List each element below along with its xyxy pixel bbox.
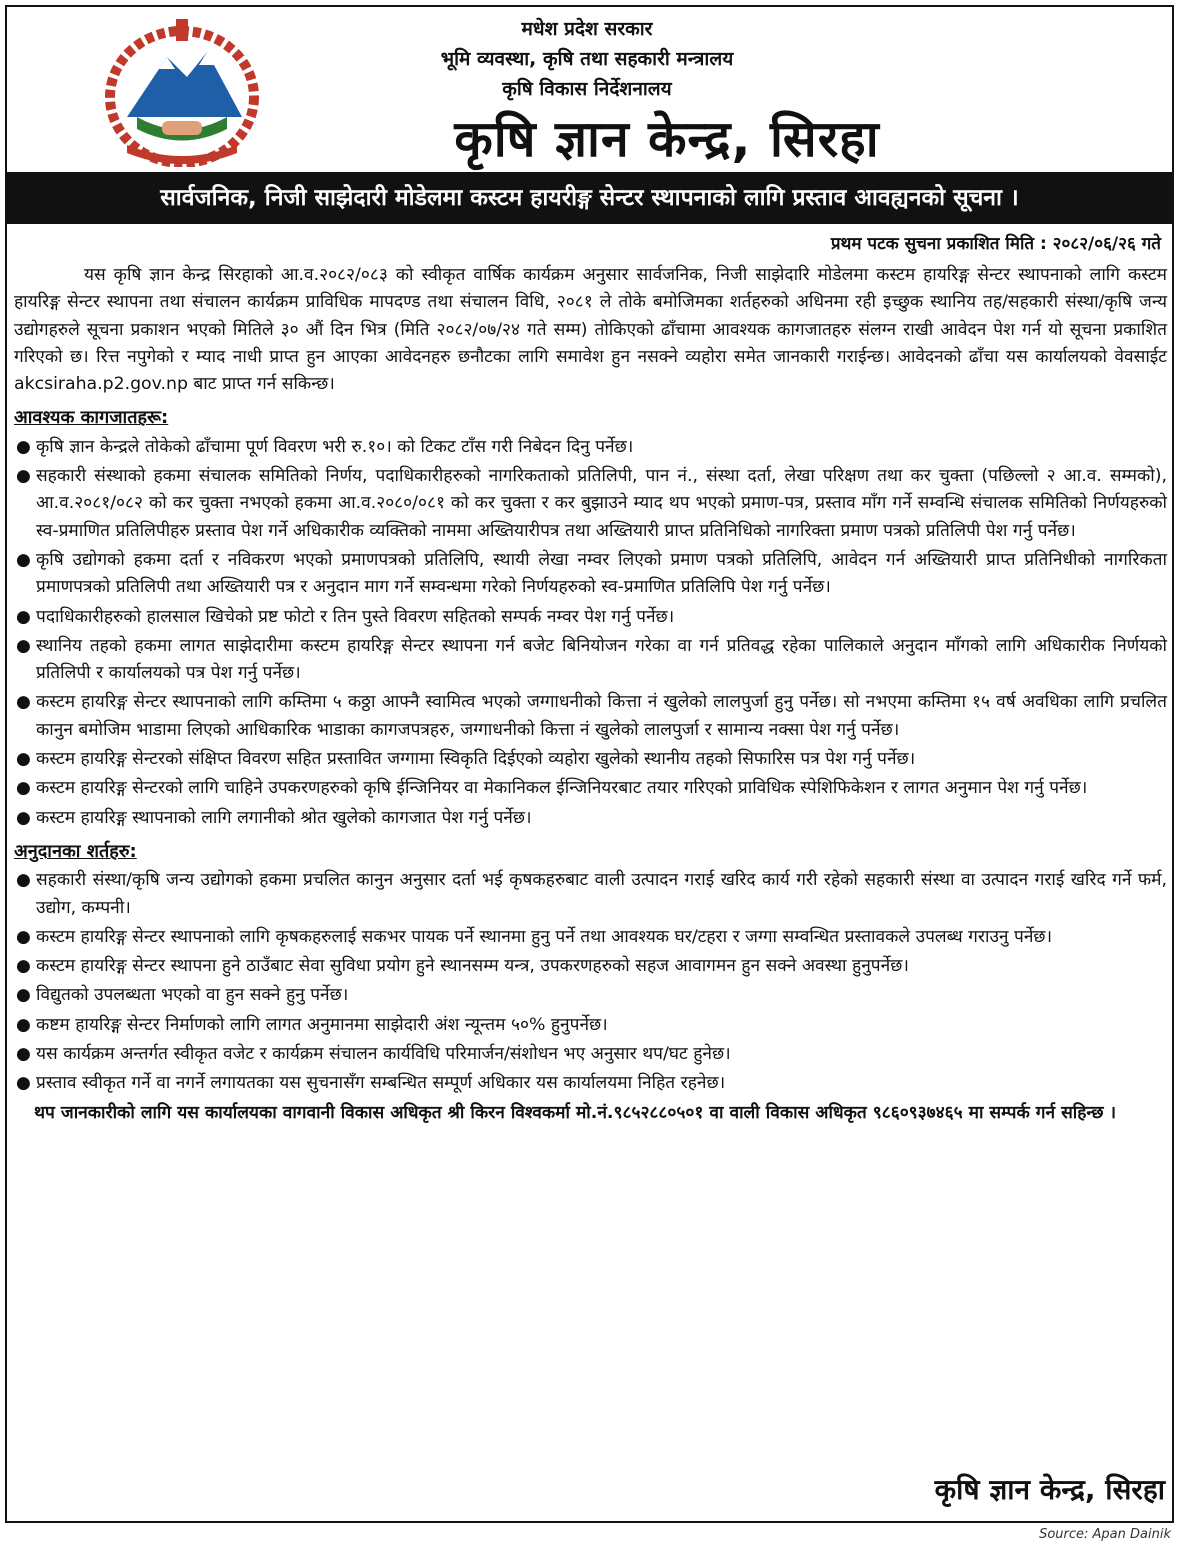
bullet-icon: ● — [16, 635, 31, 656]
bullet-icon: ● — [16, 985, 31, 1006]
bullet-icon: ● — [16, 692, 31, 713]
list-item: ● कस्टम हायरिङ्ग सेन्टरको संक्षिप्त विवरण सहित प्रस्तावित जग्गामा स्विकृति दिईएको व्यहोरा खुलेको स्थानीय तहको सिफारिस पत्र पेश गर्नु पर्नेछ। — [14, 746, 1167, 773]
source-credit: Source: Apan Dainik — [1039, 1527, 1171, 1542]
documents-list — [14, 434, 1167, 832]
ministry-line: भूमि व्यवस्था, कृषि तथा सहकारी मन्त्रालय — [440, 48, 734, 70]
bullet-icon: ● — [16, 1073, 31, 1094]
notice-banner: सार्वजनिक, निजी साझेदारी मोडेलमा कस्टम हायरीङ्ग सेन्टर स्थापनाको लागि प्रस्ताव आवह्यनको सूचना । — [7, 172, 1172, 224]
list-item: ● स्थानिय तहको हकमा लागत साझेदारीमा कस्टम हायरिङ्ग सेन्टर स्थापना गर्न बजेट बिनियोजन गरेका वा गर्न प्रतिवद्ध रहेका पालिकाले अनुदान माँगको लागि अधिकारीक निर्णयको प्रतिलिपी र कार्यालयको पत्र पेश गर्नु पर्नेछ। — [14, 633, 1167, 688]
list-item: ● पदाधिकारीहरुको हालसाल खिचेको प्रष्ट फोटो र तिन पुस्ते विवरण सहितको सम्पर्क नम्वर पेश गर्नु पर्नेछ। — [14, 604, 1167, 631]
list-item: ● सहकारी संस्था/कृषि जन्य उद्योगको हकमा प्रचलित कानुन अनुसार दर्ता भई कृषकहरुबाट वाली उत्पादन गराई खरिद कार्य गरी रहेको सहकारी संस्था वा उत्पादन गराई खरिद गर्ने फर्म, उद्योग, कम्पनी। — [14, 867, 1167, 922]
intro-paragraph: यस कृषि ज्ञान केन्द्र सिरहाको आ.व.२०८२/०८३ को स्वीकृत वार्षिक कार्यक्रम अनुसार सार्वजनिक, निजी साझेदारि मोडेलमा कस्टम हायरिङ्ग सेन्टर स्थापनाको लागि कस्टम हायरिङ्ग सेन्टर स्थापना तथा संचालन कार्यक्रम प्राविधिक मापदण्ड तथा संचालन विधि, २०८१ ले तोके बमोजिमका शर्तहरुको अधिनमा रही इच्छुक स्थानिय तह/सहकारी संस्था/कृषि जन्य उद्योगहरुले सूचना प्रकाशन भएको मितिले ३० औं दिन भित्र (मिति २०८२/०७/२४ गते सम्म) तोकिएको ढाँचामा आवश्यक कागजातहरु संलग्न राखी आवेदन पेश गर्न यो सूचना प्रकाशित गरिएको छ। रित्त नपुगेको र म्याद नाधी प्राप्त हुन आएका आवेदनहरु छनौटका लागि समावेश हुन नसक्ने व्यहोरा समेत जानकारी गराईन्छ। आवेदनको ढाँचा यस कार्यालयको वेवसाईट akcsiraha.p2.gov.np बाट प्राप्त गर्न सकिन्छ। — [14, 265, 1167, 395]
list-item: ● कस्टम हायरिङ्ग सेन्टरको लागि चाहिने उपकरणहरुको कृषि ईन्जिनियर वा मेकानिकल ईन्जिनियरबाट तयार गरिएको प्राविधिक स्पेशिफिकेशन र लागत अनुमान पेश गर्नु पर्नेछ। — [14, 775, 1167, 802]
bullet-icon: ● — [16, 807, 31, 828]
header — [7, 7, 1172, 172]
contact-paragraph: थप जानकारीको लागि यस कार्यालयका वागवानी विकास अधिकृत श्री किरन विश्वकर्मा मो.नं.९८५२८८०५०१ वा वाली विकास अधिकृत ९८६०९३७४६५ मा सम्पर्क गर्न सहिन्छ । — [34, 1102, 1117, 1123]
nepal-emblem-icon — [97, 17, 267, 167]
list-item: ● सहकारी संस्थाको हकमा संचालक समितिको निर्णय, पदाधिकारीहरुको नागरिकताको प्रतिलिपी, पान नं., संस्था दर्ता, लेखा परिक्षण तथा कर चुक्ता (पछिल्लो २ आ.व. सम्मको), आ.व.२०८१/०८२ को कर चुक्ता नभएको हकमा आ.व.२०८०/०८१ को कर चुक्ता र कर बुझाउने म्याद थप भएको प्रमाण-पत्र, प्रस्ताव माँग गर्ने सम्वन्धि संचालक समितिको निर्णयहरुको स्व-प्रमाणित प्रतिलिपीहरु प्रस्ताव पेश गर्ने अधिकारीक व्यक्तिको नाममा अख्तियारीपत्र तथा अख्तियारी प्राप्त प्रतिनिधिको नागरिक्ता प्रमाण पत्रको प्रतिलिपी पेश गर्नु पर्नेछ। — [14, 463, 1167, 545]
list-item: ● कस्टम हायरिङ्ग सेन्टर स्थापनाको लागि कम्तिमा ५ कठ्ठा आफ्नै स्वामित्व भएको जग्गाधनीको कित्ता नं खुलेको लालपुर्जा हुनु पर्नेछ। सो नभएमा कम्तिमा १५ वर्ष अवधिका लागि प्रचलित कानुन बमोजिम भाडामा लिएको आधिकारिक भाडाका कागजपत्रहरु, जग्गाधनीको कित्ता नं खुलेको लालपुर्जा र सामान्य नक्सा पेश गर्नु पर्नेछ। — [14, 689, 1167, 744]
bullet-icon: ● — [16, 606, 31, 627]
conditions-list — [14, 867, 1167, 1097]
list-item: ● कृषि उद्योगको हकमा दर्ता र नविकरण भएको प्रमाणपत्रको प्रतिलिपि, स्थायी लेखा नम्वर लिएको प्रमाण पत्रको प्रतिलिपि, आवेदन गर्न अख्तियारी प्राप्त प्रतिनिधीको नागरिकता प्रमाणपत्रको प्रतिलिपी तथा अख्तियारी पत्र र अनुदान माग गर्ने सम्वन्धमा गरेको निर्णयहरुको स्व-प्रमाणित प्रतिलिपि पेश गर्नु पर्नेछ। — [14, 547, 1167, 602]
list-item: ● कस्टम हायरिङ्ग सेन्टर स्थापना हुने ठाउँबाट सेवा सुविधा प्रयोग हुने स्थानसम्म यन्त्र, उपकरणहरुको सहज आवागमन हुन सक्ने अवस्था हुनुपर्नेछ। — [14, 953, 1167, 980]
documents-heading: आवश्यक कागजातहरू: — [14, 407, 169, 429]
conditions-heading: अनुदानका शर्तहरु: — [14, 840, 137, 862]
gov-line: मधेश प्रदेश सरकार — [521, 18, 653, 40]
bullet-icon: ● — [16, 956, 31, 977]
bullet-icon: ● — [16, 778, 31, 799]
notice-body — [14, 262, 1167, 1127]
list-item: ● कष्टम हायरिङ्ग सेन्टर निर्माणको लागि लागत अनुमानमा साझेदारी अंश न्यून्तम ५०% हुनुपर्नेछ। — [14, 1012, 1167, 1039]
list-item: ● प्रस्ताव स्वीकृत गर्ने वा नगर्ने लगायतका यस सुचनासँग सम्बन्धित सम्पूर्ण अधिकार यस कार्यालयमा निहित रहनेछ। — [14, 1070, 1167, 1097]
publication-date: प्रथम पटक सुचना प्रकाशित मिति : २०८२/०६/२६ गते — [830, 234, 1161, 254]
bullet-icon: ● — [16, 870, 31, 891]
bullet-icon: ● — [16, 1044, 31, 1065]
bullet-icon: ● — [16, 1014, 31, 1035]
list-item: ● कस्टम हायरिङ्ग सेन्टर स्थापनाको लागि कृषकहरुलाई सकभर पायक पर्ने स्थानमा हुनु पर्ने तथा आवश्यक घर/टहरा र जग्गा सम्वन्धित प्रस्तावकले उपलब्ध गराउनु पर्नेछ। — [14, 924, 1167, 951]
directorate-line: कृषि विकास निर्देशनालय — [502, 78, 672, 100]
bullet-icon: ● — [16, 466, 31, 487]
bullet-icon: ● — [16, 549, 31, 570]
list-item: ● कृषि ज्ञान केन्द्रले तोकेको ढाँचामा पूर्ण विवरण भरी रु.१०। को टिकट टाँस गरी निबेदन दिनु पर्नेछ। — [14, 434, 1167, 461]
list-item: ● कस्टम हायरिङ्ग स्थापनाको लागि लगानीको श्रोत खुलेको कागजात पेश गर्नु पर्नेछ। — [14, 805, 1167, 832]
bullet-icon: ● — [16, 749, 31, 770]
list-item: ● विद्युतको उपलब्धता भएको वा हुन सक्ने हुनु पर्नेछ। — [14, 982, 1167, 1009]
office-title: कृषि ज्ञान केन्द्र, सिरहा — [454, 110, 880, 168]
bullet-icon: ● — [16, 926, 31, 947]
list-item: ● यस कार्यक्रम अन्तर्गत स्वीकृत वजेट र कार्यक्रम संचालन कार्यविधि परिमार्जन/संशोधन भए अनुसार थप/घट हुनेछ। — [14, 1041, 1167, 1068]
signature: कृषि ज्ञान केन्द्र, सिरहा — [934, 1473, 1165, 1506]
bullet-icon: ● — [16, 436, 31, 457]
